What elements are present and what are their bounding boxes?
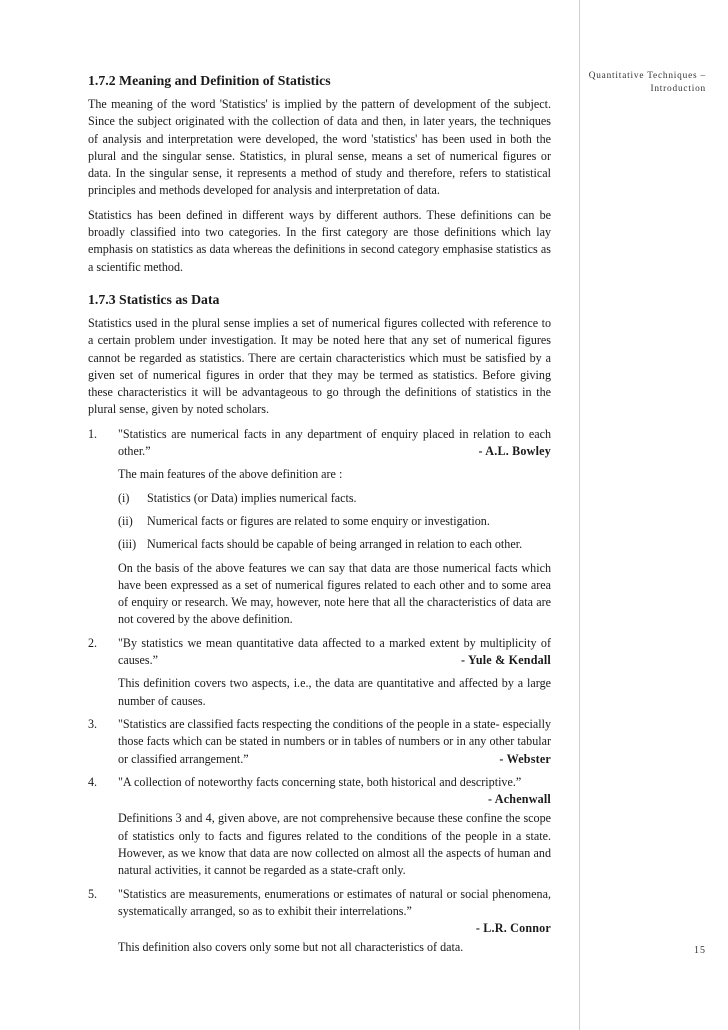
running-header [588, 70, 706, 96]
paragraph: The meaning of the word 'Statistics' is implied by the pattern of development of the subject. Since the subject originated with the collection of data and then, in later years, the techniques of analysis and interpretation were developed, the word 'statistics' has been used in both the plural and the singular sense. Statistics, in plural sense, means a set of numerical figures or data. In the singular sense, it represents a method of study and therefore, refers to statistical principles and methods developed for analysis and interpretation of data. [88, 97, 551, 198]
definition-number: 4. [88, 774, 98, 789]
running-header-line2: Introduction [650, 84, 706, 94]
feature-marker: (i) [118, 490, 130, 505]
definition-note: This definition also covers only some but not all characteristics of data. [118, 940, 464, 955]
definition-quote: "Statistics are measurements, enumerations or estimates of natural or social phenomena, systematically arranged, so as to exhibit their interrelations.” [118, 886, 551, 918]
features-intro: The main features of the above definition are : [118, 467, 343, 482]
feature-text: Numerical facts or figures are related to some enquiry or investigation. [147, 513, 490, 528]
feature-marker: (iii) [118, 537, 137, 552]
feature-item [88, 536, 551, 553]
feature-text: Numerical facts should be capable of being arranged in relation to each other. [147, 537, 523, 552]
definition-number: 1. [88, 426, 98, 441]
definition-quote: "Statistics are numerical facts in any department of enquiry placed in relation to each other.” [118, 426, 551, 459]
definition-item [88, 886, 551, 938]
definition-author: - Achenwall [487, 792, 551, 807]
definition-number: 3. [88, 716, 98, 731]
definitions-list [88, 426, 551, 957]
definition-quote: "A collection of noteworthy facts concerning state, both historical and descriptive.” [118, 774, 522, 789]
definition-quote: "By statistics we mean quantitative data affected to a marked extent by multiplicity of causes.” [118, 635, 551, 668]
definition-number: 2. [88, 635, 98, 650]
definition-note: This definition covers two aspects, i.e., the data are quantitative and affected by a large number of causes. [118, 676, 551, 708]
definition-item [88, 774, 551, 809]
definition-item [88, 635, 551, 670]
feature-marker: (ii) [118, 513, 133, 528]
definition-item [88, 426, 551, 461]
page-number: 15 [694, 945, 706, 956]
definition-quote: "Statistics are classified facts respecting the conditions of the people in a state- especially those facts which can be stated in numbers or in tables of numbers or in any other tabular or classified arrangement.” [118, 716, 551, 766]
feature-item [88, 513, 551, 530]
definition-item [88, 716, 551, 768]
definition-author: - L.R. Connor [475, 921, 551, 936]
definition-number: 5. [88, 886, 98, 901]
section-heading-statistics-as-data: 1.7.3 Statistics as Data [88, 291, 220, 307]
definition-author: - A.L. Bowley [478, 444, 551, 459]
definition-author: - Yule & Kendall [461, 653, 551, 668]
definition-note: Definitions 3 and 4, given above, are not comprehensive because these confine the scope of statistics only to facts and figures related to the conditions of the people in a state. However, as we know that data are now collected on almost all the aspects of human and natural activities, it cannot be regarded as a state-craft only. [118, 811, 551, 878]
running-header-line1: Quantitative Techniques – [588, 71, 706, 81]
paragraph: Statistics used in the plural sense implies a set of numerical figures collected with reference to a certain problem under investigation. It may be noted here that any set of numerical figures cannot be regarded as statistics. There are certain characteristics which must be satisfied by a given set of numerical figures in order that they may be termed as statistics. Before giving these characteristics it will be advantageous to go through the definitions of statistics in the plural sense, given by noted scholars. [88, 315, 551, 417]
page-body [88, 72, 551, 963]
section-heading-meaning: 1.7.2 Meaning and Definition of Statistics [88, 73, 331, 88]
feature-item [88, 490, 551, 507]
feature-text: Statistics (or Data) implies numerical facts. [147, 490, 357, 505]
paragraph: Statistics has been defined in different ways by different authors. These definitions can be broadly classified into two categories. In the first category are those definitions which lay emphasis on statistics as data whereas the definitions in second category emphasise statistics as a scientific method. [88, 207, 551, 274]
margin-divider-line [579, 0, 580, 1030]
definition-note: On the basis of the above features we can say that data are those numerical facts which have been expressed as a set of numerical figures related to each other and to some area of enquiry or research. We may, however, note here that all the characteristics of data are not covered by the above definition. [118, 560, 551, 627]
definition-author: - Webster [499, 751, 551, 766]
